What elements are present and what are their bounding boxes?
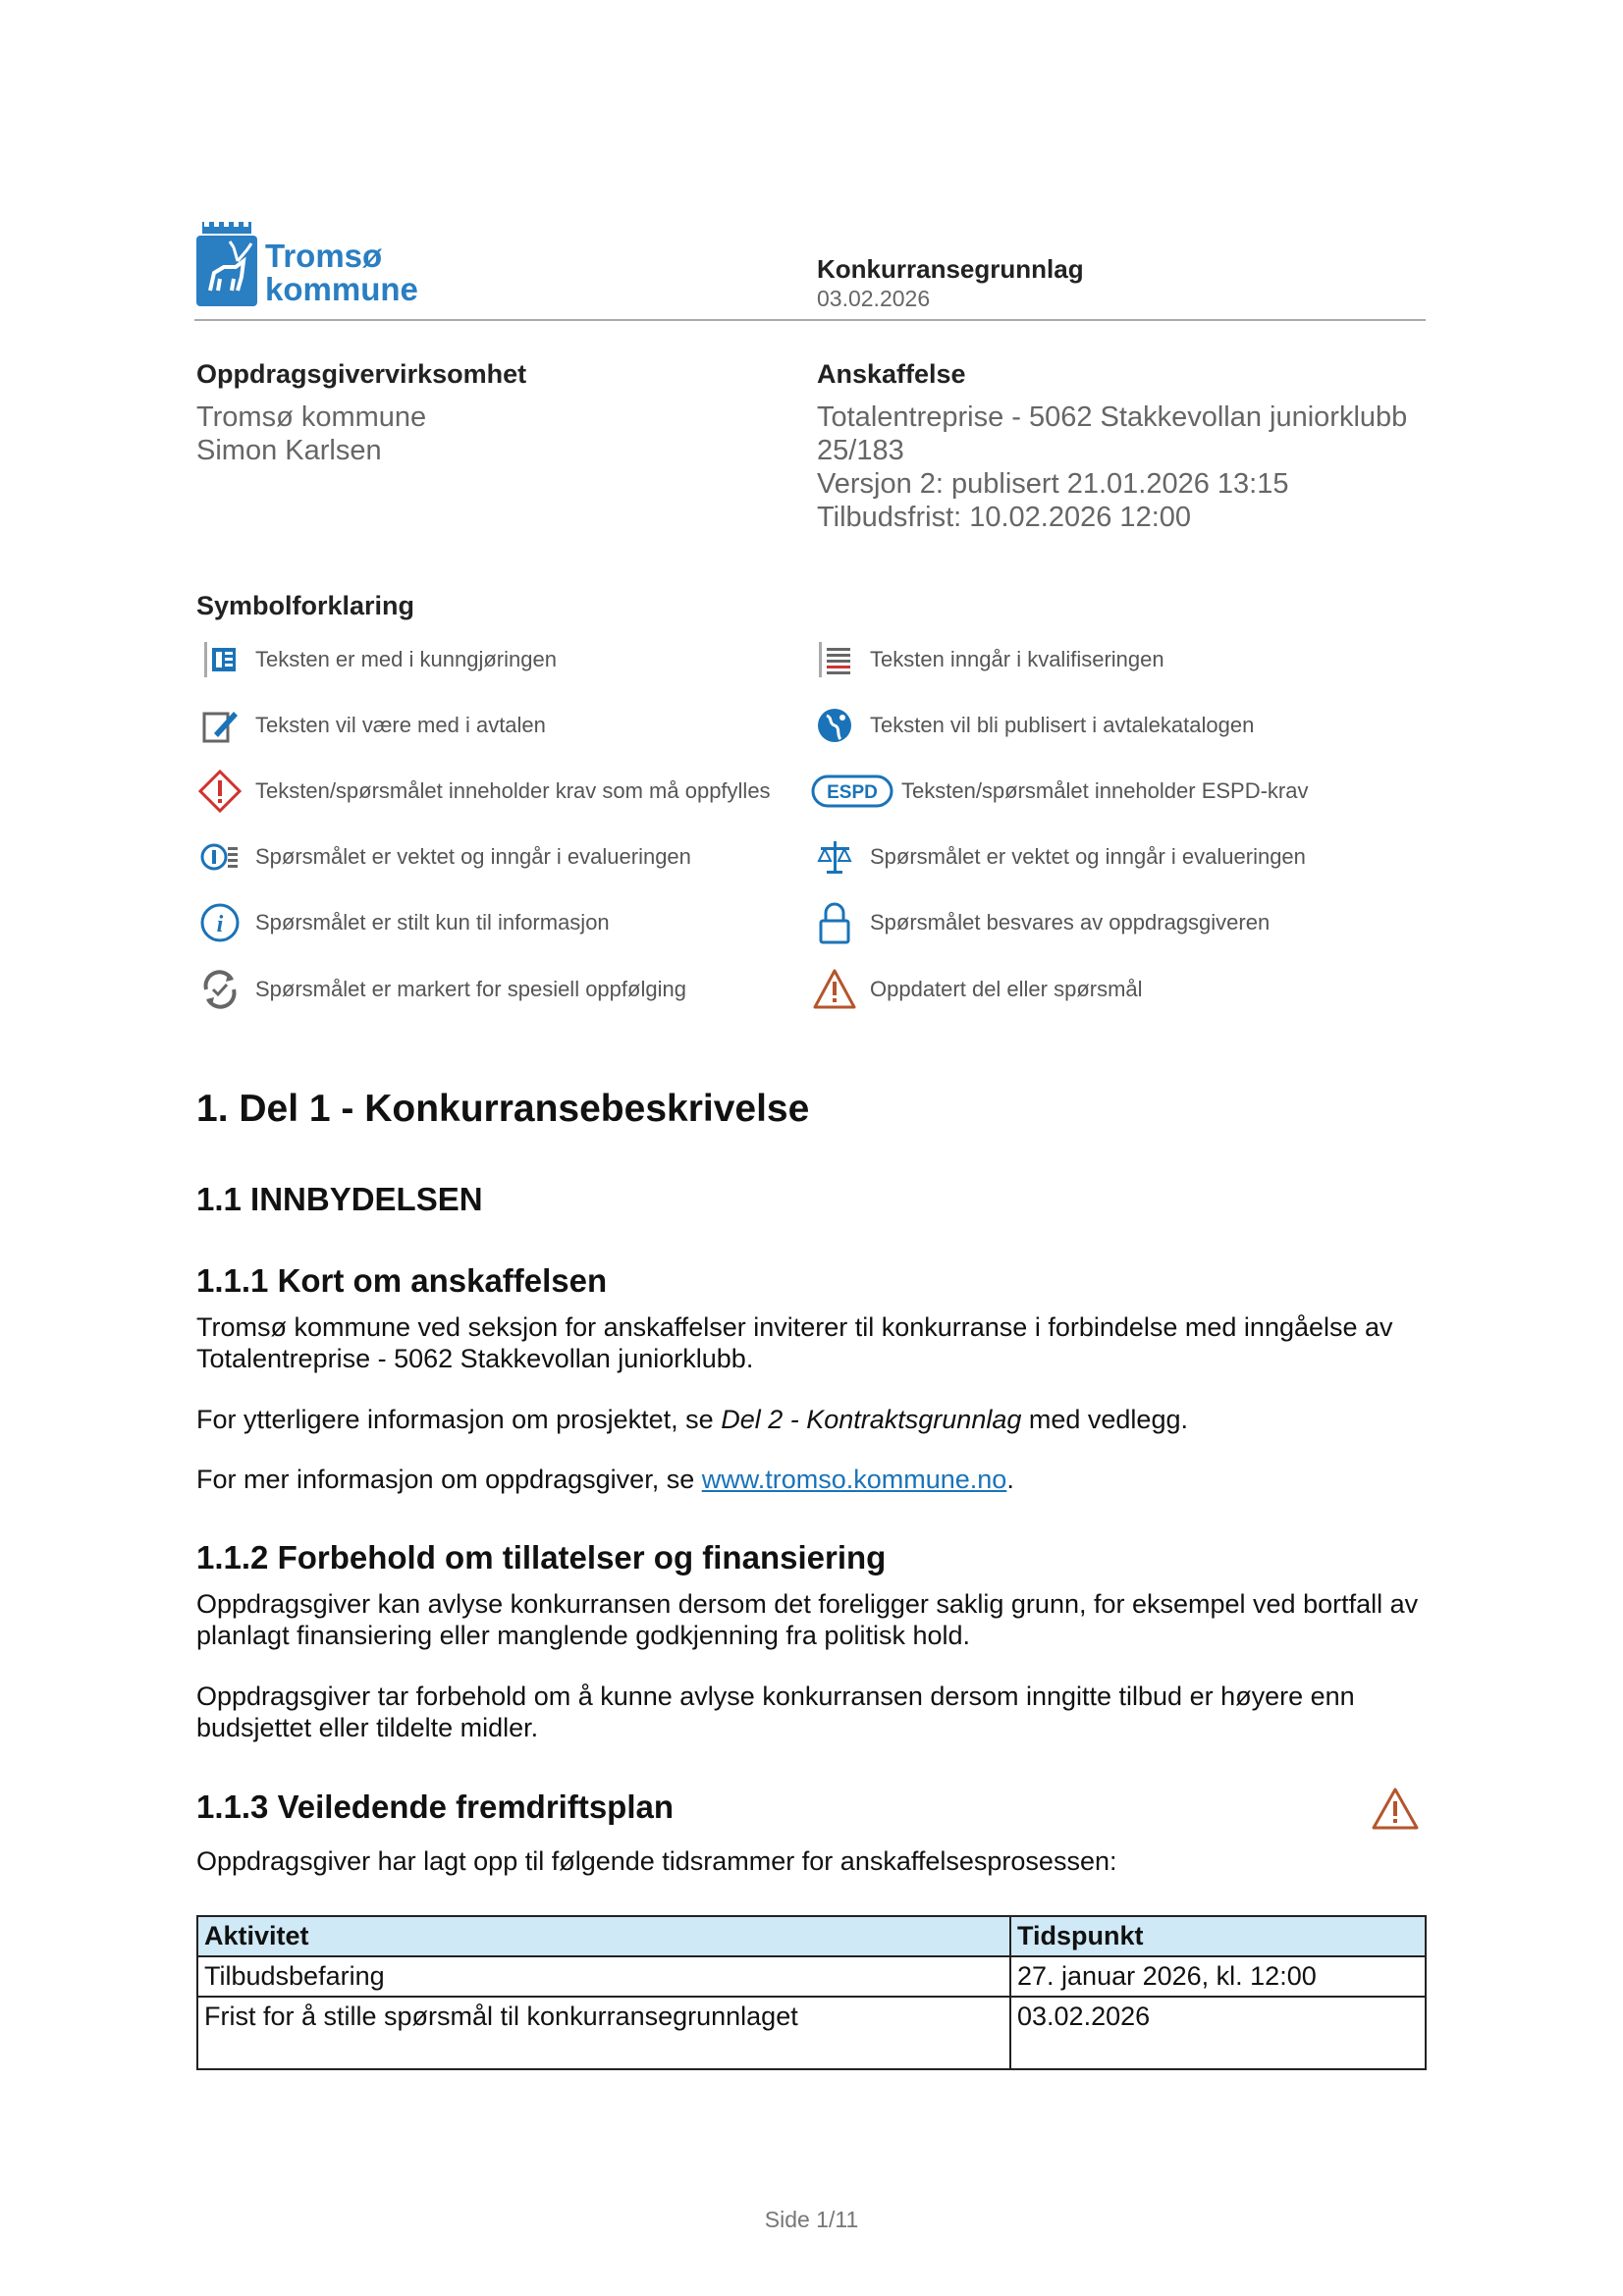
qualification-list-icon	[811, 636, 858, 683]
legend-text: Spørsmålet besvares av oppdragsgiveren	[870, 910, 1271, 934]
heading-1-1-1: 1.1.1 Kort om anskaffelsen	[196, 1262, 608, 1299]
lock-icon	[811, 899, 858, 946]
contract-edit-icon	[196, 702, 243, 749]
legend-item	[196, 702, 546, 749]
legend-item	[811, 833, 1306, 881]
procurement-line-1: Totalentreprise - 5062 Stakkevollan juniorklubb	[817, 401, 1408, 433]
client-line-2: Simon Karlsen	[196, 435, 382, 466]
info-icon	[196, 899, 243, 946]
legend-text: Teksten inngår i kvalifiseringen	[870, 647, 1164, 671]
scales-icon	[811, 833, 858, 881]
text: For ytterligere informasjon om prosjektet, se	[196, 1405, 722, 1434]
warning-diamond-icon	[196, 768, 243, 815]
legend-text: Spørsmålet er stilt kun til informasjon	[255, 910, 610, 934]
doc-date: 03.02.2026	[817, 286, 931, 311]
table-row	[197, 1956, 1426, 1997]
paragraph	[196, 1404, 1434, 1435]
legend-item	[196, 899, 610, 946]
espd-badge-text: ESPD	[827, 782, 878, 803]
website-link[interactable]: www.tromso.kommune.no	[701, 1465, 1007, 1494]
espd-badge-icon	[811, 768, 893, 815]
legend-item	[196, 768, 771, 815]
legend-item	[196, 966, 686, 1013]
table-cell: 27. januar 2026, kl. 12:00	[1010, 1956, 1426, 1997]
paragraph: Oppdragsgiver har lagt opp til følgende tidsrammer for anskaffelsesprosessen:	[196, 1846, 1117, 1876]
legend-text: Oppdatert del eller spørsmål	[870, 977, 1143, 1001]
section-title: 1. Del 1 - Konkurransebeskrivelse	[196, 1088, 810, 1130]
legend-item	[196, 636, 557, 683]
legend-text: Spørsmålet er markert for spesiell oppfølging	[255, 977, 686, 1001]
legend-text: Spørsmålet er vektet og inngår i evalueringen	[255, 844, 691, 869]
follow-up-icon	[196, 966, 243, 1013]
svg-text:i: i	[216, 912, 224, 937]
legend-item	[196, 833, 691, 881]
column-header: Tidspunkt	[1010, 1916, 1426, 1956]
page-number: Side 1/11	[764, 2207, 859, 2232]
announcement-icon	[196, 636, 243, 683]
paragraph: Oppdragsgiver tar forbehold om å kunne avlyse konkurransen dersom inngitte tilbud er høyere enn budsjettet eller tildelte midler.	[196, 1682, 1355, 1742]
legend-text: Spørsmålet er vektet og inngår i evalueringen	[870, 844, 1306, 869]
heading-1-1-2: 1.1.2 Forbehold om tillatelser og finansiering	[196, 1539, 887, 1575]
globe-icon	[811, 702, 858, 749]
table-cell: Tilbudsbefaring	[197, 1956, 1010, 1997]
table-row	[197, 1997, 1426, 2069]
legend-item	[811, 636, 1164, 683]
text: .	[1006, 1465, 1014, 1494]
paragraph: Oppdragsgiver kan avlyse konkurransen dersom det foreligger saklig grunn, for eksempel ved bortfall av planlagt finansiering eller manglende godkjenning fra politisk hold.	[196, 1589, 1419, 1650]
legend-item	[811, 702, 1254, 749]
legend-title: Symbolforklaring	[196, 591, 415, 620]
procurement-heading: Anskaffelse	[817, 359, 966, 389]
header-divider	[194, 319, 1426, 321]
logo-text-2: kommune	[265, 271, 418, 307]
weighted-number-icon	[196, 833, 243, 881]
updated-warning-icon	[1371, 1787, 1420, 1837]
text: For mer informasjon om oppdragsgiver, se	[196, 1465, 702, 1494]
legend-item	[811, 966, 1143, 1013]
procurement-line-2: 25/183	[817, 435, 904, 466]
procurement-line-3: Versjon 2: publisert 21.01.2026 13:15	[817, 468, 1289, 500]
table-cell: 03.02.2026	[1010, 1997, 1426, 2069]
warning-triangle-icon	[811, 966, 858, 1013]
paragraph	[196, 1464, 1434, 1495]
legend-text: Teksten/spørsmålet inneholder krav som må oppfylles	[255, 778, 771, 803]
legend-text: Teksten/spørsmålet inneholder ESPD-krav	[901, 778, 1309, 803]
crown-icon	[202, 222, 251, 234]
legend-item	[811, 899, 1270, 946]
schedule-table	[196, 1915, 1427, 2070]
doc-type: Konkurransegrunnlag	[817, 254, 1084, 284]
emphasis-text: Del 2 - Kontraktsgrunnlag	[721, 1405, 1022, 1434]
logo-text-1: Tromsø	[265, 238, 383, 274]
tromso-logo	[194, 222, 426, 308]
procurement-line-4: Tilbudsfrist: 10.02.2026 12:00	[817, 502, 1192, 533]
paragraph: Tromsø kommune ved seksjon for anskaffelser inviterer til konkurranse i forbindelse med inngåelse av Totalentreprise - 5062 Stakkevollan juniorklubb.	[196, 1312, 1393, 1373]
heading-1-1-3: 1.1.3 Veiledende fremdriftsplan	[196, 1789, 675, 1825]
table-cell: Frist for å stille spørsmål til konkurransegrunnlaget	[197, 1997, 1010, 2069]
text: med vedlegg.	[1021, 1405, 1188, 1434]
legend-text: Teksten vil være med i avtalen	[255, 713, 546, 737]
client-line-1: Tromsø kommune	[196, 401, 427, 433]
legend-item	[811, 768, 1309, 815]
column-header: Aktivitet	[197, 1916, 1010, 1956]
subsection-title: 1.1 INNBYDELSEN	[196, 1181, 483, 1217]
legend-text: Teksten er med i kunngjøringen	[255, 647, 557, 671]
client-heading: Oppdragsgivervirksomhet	[196, 359, 527, 389]
table-header-row	[197, 1916, 1426, 1956]
legend-text: Teksten vil bli publisert i avtalekatalogen	[870, 713, 1255, 737]
